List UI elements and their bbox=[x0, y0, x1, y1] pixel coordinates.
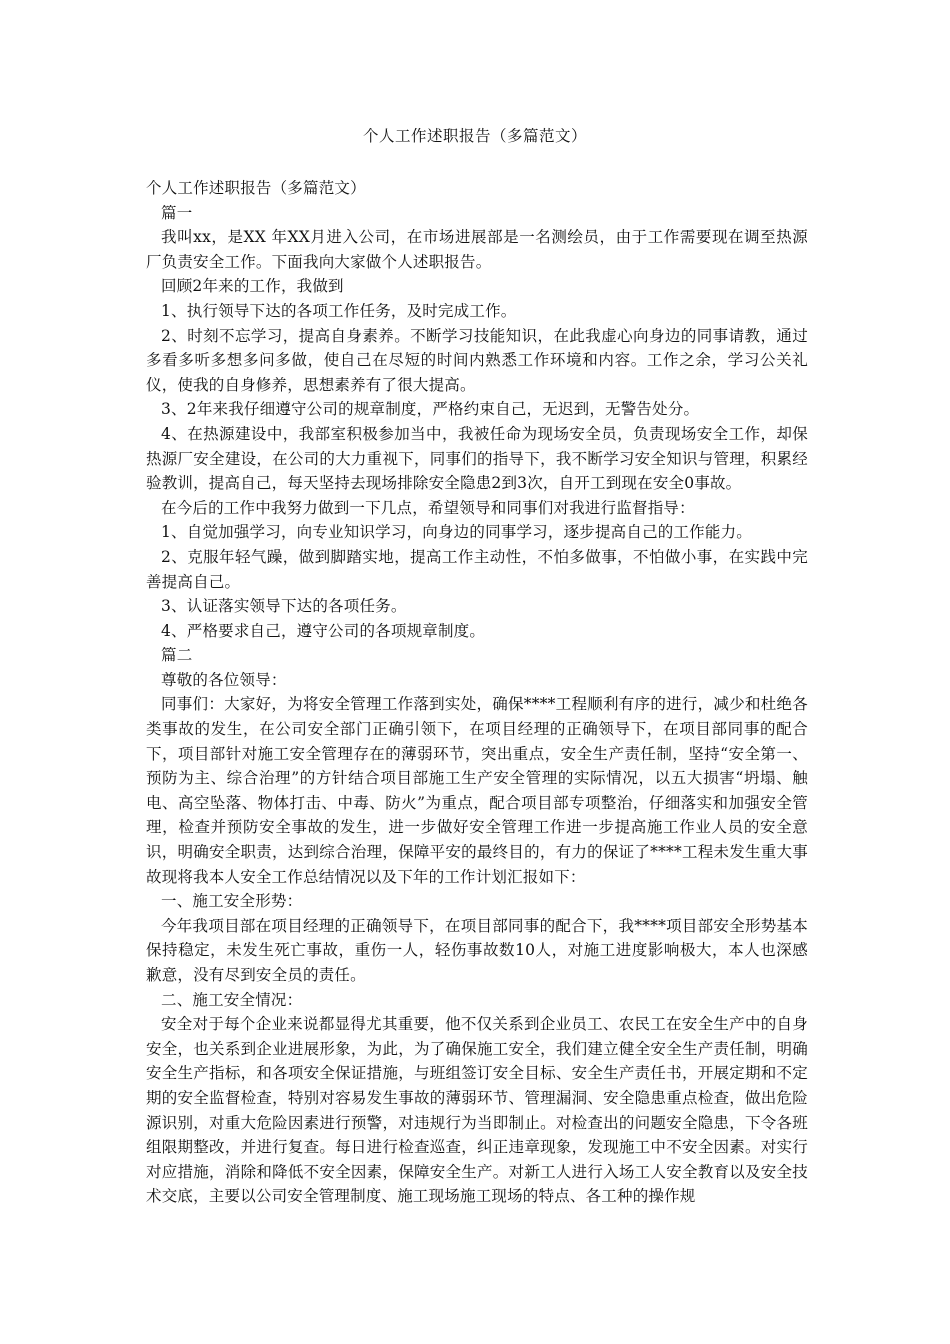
paragraph: 在今后的工作中我努力做到一下几点，希望领导和同事们对我进行监督指导： bbox=[161, 498, 695, 517]
paragraph: 今年我项目部在项目经理的正确领导下，在项目部同事的配合下，我****项目部安全形势基本保持稳定，未发生死亡事故，重伤一人，轻伤事故数10人，对施工进度影响极大，本人也深感歉意，没有尽到安全员的责任。 bbox=[146, 916, 808, 984]
paragraph: 同事们：大家好，为将安全管理工作落到实处，确保****工程顺利有序的进行，减少和杜绝各类事故的发生，在公司安全部门正确引领下，在项目经理的正确领导下，在项目部同事的配合下，项目部针对施工安全管理存在的薄弱环节，突出重点，安全生产责任制，坚持“安全第一、预防为主、综合治理”的方针结合项目部施工生产安全管理的实际情况，以五大损害“坍塌、触电、高空坠落、物体打击、中毒、防火”为重点，配合项目部专项整治，仔细落实和加强安全管理，检查并预防安全事故的发生，进一步做好安全管理工作进一步提高施工作业人员的安全意识，明确安全职责，达到综合治理，保障平安的最终目的，有力的保证了****工程未发生重大事故现将我本人安全工作总结情况以及下年的工作计划汇报如下： bbox=[146, 695, 808, 886]
paragraph: 我叫xx，是XX 年XX月进入公司，在市场进展部是一名测绘员，由于工作需要现在调至热源厂负责安全工作。下面我向大家做个人述职报告。 bbox=[146, 228, 808, 271]
paragraph: 个人工作述职报告（多篇范文） bbox=[146, 179, 366, 197]
paragraph: 1、执行领导下达的各项工作任务，及时完成工作。 bbox=[161, 301, 517, 320]
paragraph: 2、克服年轻气躁，做到脚踏实地，提高工作主动性，不怕多做事，不怕做小事，在实践中完善提高自己。 bbox=[146, 547, 808, 591]
paragraph: 篇一 bbox=[161, 203, 193, 222]
paragraph: 一、施工安全形势： bbox=[161, 892, 303, 911]
paragraph: 2、时刻不忘学习，提高自身素养。不断学习技能知识，在此我虚心向身边的同事请教，通过多看多听多想多问多做，使自己在尽短的时间内熟悉工作环境和内容。工作之余，学习公关礼仪，使我的自身修养，思想素养有了很大提高。 bbox=[146, 326, 808, 394]
paragraph: 篇二 bbox=[161, 646, 193, 665]
paragraph: 1、自觉加强学习，向专业知识学习，向身边的同事学习，逐步提高自己的工作能力。 bbox=[161, 523, 752, 542]
paragraph: 4、严格要求自己，遵守公司的各项规章制度。 bbox=[161, 621, 486, 640]
paragraph: 回顾2年来的工作，我做到 bbox=[161, 277, 344, 296]
paragraph: 4、在热源建设中，我部室积极参加当中，我被任命为现场安全员，负责现场安全工作，却保热源厂安全建设，在公司的大力重视下，同事们的指导下，我不断学习安全知识与管理，积累经验教训，提高自己，每天坚持去现场排除安全隐患2到3次，自开工到现在安全0事故。 bbox=[146, 424, 808, 493]
document-title: 个人工作述职报告（多篇范文） bbox=[362, 127, 587, 145]
paragraph: 二、施工安全情况： bbox=[161, 990, 303, 1009]
paragraph: 3、认证落实领导下达的各项任务。 bbox=[161, 597, 407, 616]
document-body bbox=[146, 176, 808, 1209]
paragraph: 3、2年来我仔细遵守公司的规章制度，严格约束自己，无迟到，无警告处分。 bbox=[161, 400, 700, 419]
paragraph: 尊敬的各位领导： bbox=[161, 670, 287, 689]
paragraph: 安全对于每个企业来说都显得尤其重要，他不仅关系到企业员工、农民工在安全生产中的自身安全，也关系到企业进展形象，为此，为了确保施工安全，我们建立健全安全生产责任制，明确安全生产指标，和各项安全保证措施，与班组签订安全目标、安全生产责任书，开展定期和不定期的安全监督检查，特别对容易发生事故的薄弱环节、管理漏洞、安全隐患重点检查，做出危险源识别，对重大危险因素进行预警，对违规行为当即制止。对检查出的问题安全隐患，下令各班组限期整改，并进行复查。每日进行检查巡查，纠正违章现象，发现施工中不安全因素。对实行对应措施，消除和降低不安全因素，保障安全生产。对新工人进行入场工人安全教育以及安全技术交底，主要以公司安全管理制度、施工现场施工现场的特点、各工种的操作规 bbox=[146, 1015, 808, 1206]
